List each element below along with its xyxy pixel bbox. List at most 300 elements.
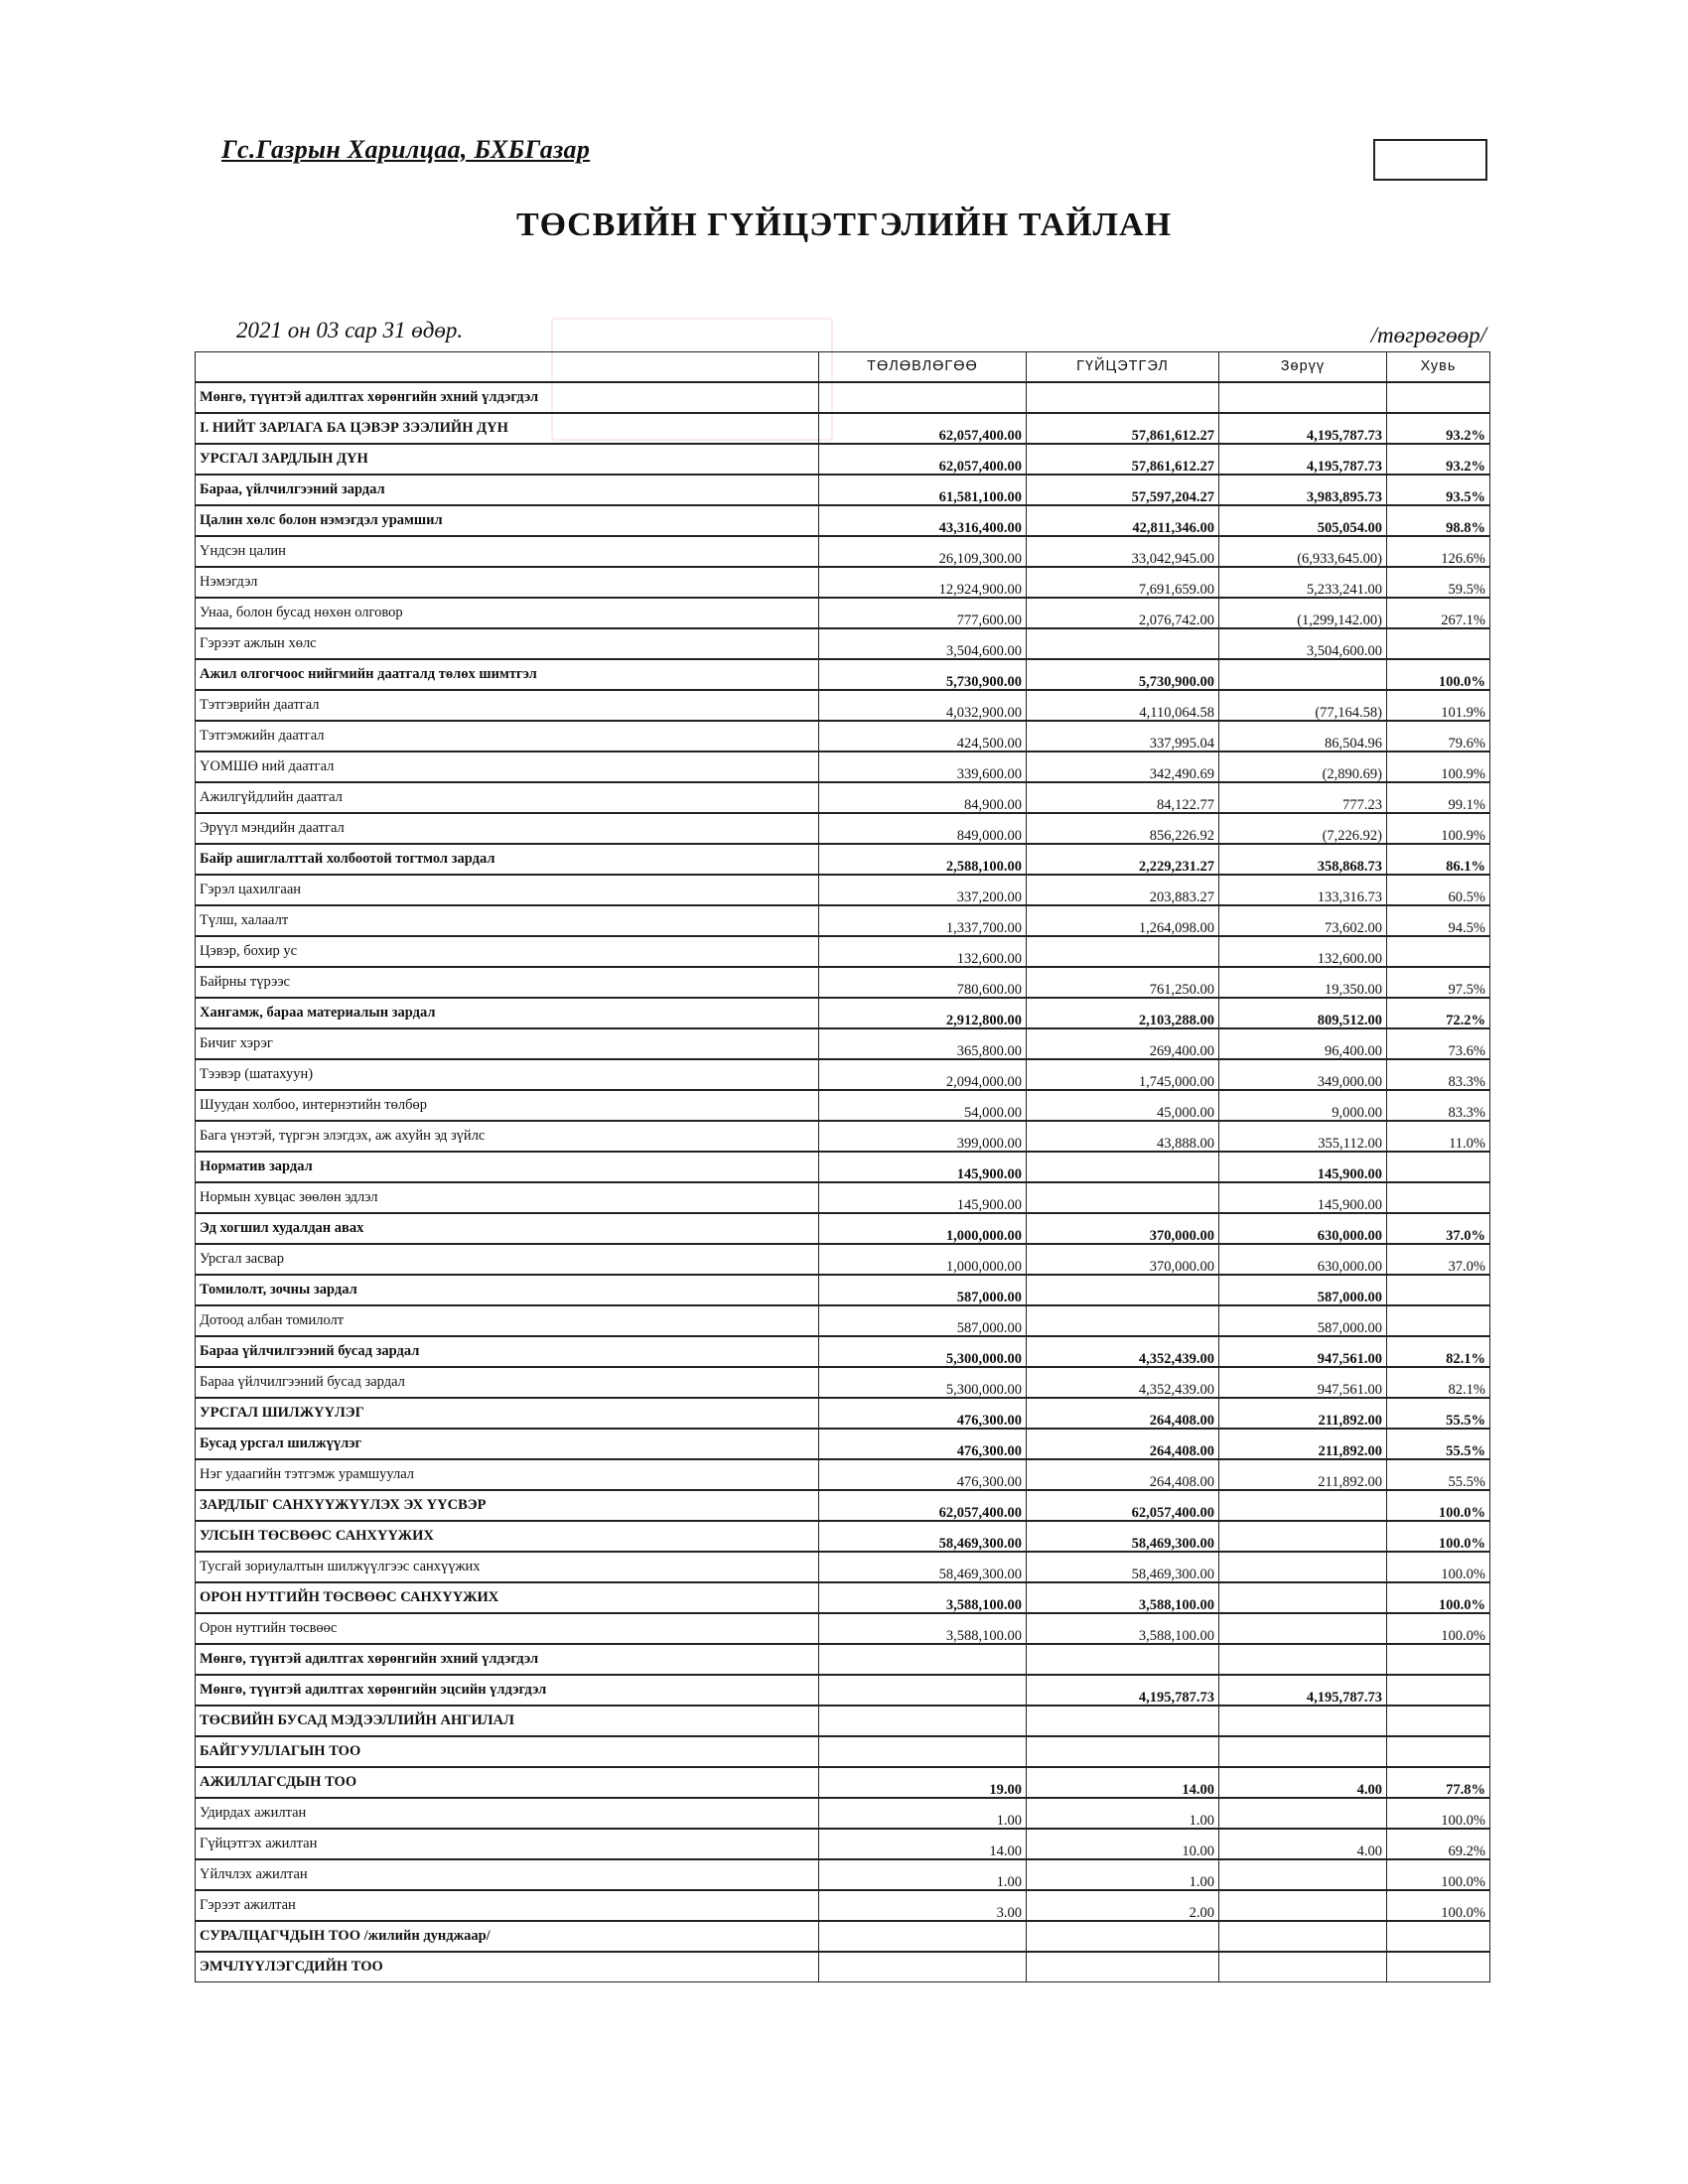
row-actual: 33,042,945.00 xyxy=(1027,536,1219,567)
row-difference xyxy=(1219,382,1387,413)
row-percent xyxy=(1387,1182,1490,1213)
header-actual: ГҮЙЦЭТГЭЛ xyxy=(1027,352,1219,383)
table-row xyxy=(196,782,1490,813)
row-plan: 145,900.00 xyxy=(819,1182,1027,1213)
row-percent: 100.0% xyxy=(1387,659,1490,690)
table-row xyxy=(196,1182,1490,1213)
row-difference: 86,504.96 xyxy=(1219,721,1387,751)
table-row xyxy=(196,998,1490,1028)
row-actual xyxy=(1027,1921,1219,1952)
table-row xyxy=(196,1090,1490,1121)
row-plan: 587,000.00 xyxy=(819,1275,1027,1305)
row-label: Норматив зардал xyxy=(196,1152,819,1182)
row-label: ЭМЧЛҮҮЛЭГСДИЙН ТОО xyxy=(196,1952,819,1982)
row-actual: 269,400.00 xyxy=(1027,1028,1219,1059)
row-difference: 947,561.00 xyxy=(1219,1336,1387,1367)
table-row xyxy=(196,1336,1490,1367)
row-label: Тэтгэврийн даатгал xyxy=(196,690,819,721)
row-label: Шуудан холбоо, интернэтийн төлбөр xyxy=(196,1090,819,1121)
row-label: ОРОН НУТГИЙН ТӨСВӨӨС САНХҮҮЖИХ xyxy=(196,1582,819,1613)
row-percent xyxy=(1387,1952,1490,1982)
row-plan: 1.00 xyxy=(819,1798,1027,1829)
row-actual: 1.00 xyxy=(1027,1798,1219,1829)
row-actual: 761,250.00 xyxy=(1027,967,1219,998)
row-difference xyxy=(1219,1706,1387,1736)
row-label: Бараа үйлчилгээний бусад зардал xyxy=(196,1367,819,1398)
row-plan xyxy=(819,1644,1027,1675)
report-date: 2021 он 03 сар 31 өдөр. xyxy=(236,318,464,342)
row-difference: 3,983,895.73 xyxy=(1219,475,1387,505)
row-difference: 145,900.00 xyxy=(1219,1182,1387,1213)
table-row xyxy=(196,1028,1490,1059)
row-actual: 58,469,300.00 xyxy=(1027,1521,1219,1552)
row-difference: 133,316.73 xyxy=(1219,875,1387,905)
organization-name: Гс.Газрын Харилцаа, БХБГазар xyxy=(221,135,591,164)
row-actual: 4,110,064.58 xyxy=(1027,690,1219,721)
row-difference: 630,000.00 xyxy=(1219,1244,1387,1275)
row-difference: (1,299,142.00) xyxy=(1219,598,1387,628)
table-row xyxy=(196,1613,1490,1644)
row-percent: 98.8% xyxy=(1387,505,1490,536)
table-row xyxy=(196,936,1490,967)
row-actual: 856,226.92 xyxy=(1027,813,1219,844)
table-row xyxy=(196,721,1490,751)
table-row xyxy=(196,1798,1490,1829)
report-title: ТӨСВИЙН ГҮЙЦЭТГЭЛИЙН ТАЙЛАН xyxy=(515,206,1173,243)
header-percent: Хувь xyxy=(1387,352,1490,383)
row-label: ТӨСВИЙН БУСАД МЭДЭЭЛЛИЙН АНГИЛАЛ xyxy=(196,1706,819,1736)
row-actual: 84,122.77 xyxy=(1027,782,1219,813)
table-row xyxy=(196,844,1490,875)
row-percent: 93.5% xyxy=(1387,475,1490,505)
row-label: Ажилгүйдлийн даатгал xyxy=(196,782,819,813)
row-difference xyxy=(1219,1736,1387,1767)
table-row xyxy=(196,1706,1490,1736)
table-row xyxy=(196,1736,1490,1767)
row-actual: 45,000.00 xyxy=(1027,1090,1219,1121)
row-actual: 7,691,659.00 xyxy=(1027,567,1219,598)
row-plan: 849,000.00 xyxy=(819,813,1027,844)
row-actual xyxy=(1027,382,1219,413)
row-plan: 424,500.00 xyxy=(819,721,1027,751)
row-difference: 5,233,241.00 xyxy=(1219,567,1387,598)
row-plan: 58,469,300.00 xyxy=(819,1521,1027,1552)
row-percent: 94.5% xyxy=(1387,905,1490,936)
row-difference: 145,900.00 xyxy=(1219,1152,1387,1182)
row-label: Ажил олгогчоос нийгмийн даатгалд төлөх шимтгэл xyxy=(196,659,819,690)
row-actual xyxy=(1027,1152,1219,1182)
row-difference: 211,892.00 xyxy=(1219,1429,1387,1459)
row-plan: 43,316,400.00 xyxy=(819,505,1027,536)
table-row xyxy=(196,1398,1490,1429)
row-percent: 97.5% xyxy=(1387,967,1490,998)
row-actual xyxy=(1027,1706,1219,1736)
table-row xyxy=(196,1582,1490,1613)
row-difference: 809,512.00 xyxy=(1219,998,1387,1028)
code-box xyxy=(1373,139,1487,181)
row-percent: 100.0% xyxy=(1387,1613,1490,1644)
row-actual: 2.00 xyxy=(1027,1890,1219,1921)
row-difference xyxy=(1219,1952,1387,1982)
row-plan: 777,600.00 xyxy=(819,598,1027,628)
header-difference: Зөрүү xyxy=(1219,352,1387,383)
row-difference: 587,000.00 xyxy=(1219,1305,1387,1336)
row-percent: 73.6% xyxy=(1387,1028,1490,1059)
row-plan: 3,504,600.00 xyxy=(819,628,1027,659)
table-row xyxy=(196,1829,1490,1859)
row-plan: 58,469,300.00 xyxy=(819,1552,1027,1582)
row-plan: 132,600.00 xyxy=(819,936,1027,967)
row-percent: 11.0% xyxy=(1387,1121,1490,1152)
row-plan xyxy=(819,1952,1027,1982)
row-difference xyxy=(1219,1552,1387,1582)
row-difference: 73,602.00 xyxy=(1219,905,1387,936)
row-label: Нэмэгдэл xyxy=(196,567,819,598)
row-actual: 370,000.00 xyxy=(1027,1213,1219,1244)
row-label: Томилолт, зочны зардал xyxy=(196,1275,819,1305)
row-label: Бараа, үйлчилгээний зардал xyxy=(196,475,819,505)
row-percent: 100.0% xyxy=(1387,1490,1490,1521)
table-row xyxy=(196,628,1490,659)
row-label: БАЙГУУЛЛАГЫН ТОО xyxy=(196,1736,819,1767)
row-plan: 26,109,300.00 xyxy=(819,536,1027,567)
row-actual: 3,588,100.00 xyxy=(1027,1613,1219,1644)
table-row xyxy=(196,382,1490,413)
row-label: Гэрэл цахилгаан xyxy=(196,875,819,905)
row-percent xyxy=(1387,1152,1490,1182)
row-label: Гэрээт ажлын хөлс xyxy=(196,628,819,659)
row-percent: 101.9% xyxy=(1387,690,1490,721)
row-percent xyxy=(1387,1275,1490,1305)
row-actual: 264,408.00 xyxy=(1027,1429,1219,1459)
row-percent: 72.2% xyxy=(1387,998,1490,1028)
row-actual: 57,597,204.27 xyxy=(1027,475,1219,505)
table-row xyxy=(196,1459,1490,1490)
row-label: Тээвэр (шатахуун) xyxy=(196,1059,819,1090)
row-plan: 84,900.00 xyxy=(819,782,1027,813)
row-actual: 5,730,900.00 xyxy=(1027,659,1219,690)
row-actual: 1.00 xyxy=(1027,1859,1219,1890)
row-label: Байр ашиглалттай холбоотой тогтмол зардал xyxy=(196,844,819,875)
table-row xyxy=(196,690,1490,721)
row-label: СУРАЛЦАГЧДЫН ТОО /жилийн дунджаар/ xyxy=(196,1921,819,1952)
row-percent: 82.1% xyxy=(1387,1367,1490,1398)
row-percent: 55.5% xyxy=(1387,1429,1490,1459)
row-difference: 3,504,600.00 xyxy=(1219,628,1387,659)
table-row xyxy=(196,1952,1490,1982)
row-plan: 337,200.00 xyxy=(819,875,1027,905)
row-plan: 5,300,000.00 xyxy=(819,1336,1027,1367)
row-difference: 358,868.73 xyxy=(1219,844,1387,875)
row-plan: 365,800.00 xyxy=(819,1028,1027,1059)
row-actual xyxy=(1027,628,1219,659)
row-percent xyxy=(1387,1736,1490,1767)
row-label: Цалин хөлс болон нэмэгдэл урамшил xyxy=(196,505,819,536)
row-plan: 14.00 xyxy=(819,1829,1027,1859)
table-row xyxy=(196,1367,1490,1398)
row-label: Орон нутгийн төсвөөс xyxy=(196,1613,819,1644)
row-percent xyxy=(1387,936,1490,967)
row-label: ЗАРДЛЫГ САНХҮҮЖҮҮЛЭХ ЭХ ҮҮСВЭР xyxy=(196,1490,819,1521)
row-plan: 3,588,100.00 xyxy=(819,1613,1027,1644)
row-percent: 100.0% xyxy=(1387,1582,1490,1613)
row-difference: 4,195,787.73 xyxy=(1219,413,1387,444)
row-difference: 587,000.00 xyxy=(1219,1275,1387,1305)
table-row xyxy=(196,475,1490,505)
row-difference: 9,000.00 xyxy=(1219,1090,1387,1121)
row-plan: 780,600.00 xyxy=(819,967,1027,998)
row-difference: 4.00 xyxy=(1219,1767,1387,1798)
row-percent xyxy=(1387,1706,1490,1736)
table-row xyxy=(196,1275,1490,1305)
row-plan: 5,730,900.00 xyxy=(819,659,1027,690)
row-percent: 83.3% xyxy=(1387,1059,1490,1090)
row-plan: 62,057,400.00 xyxy=(819,413,1027,444)
table-row xyxy=(196,1059,1490,1090)
row-percent: 93.2% xyxy=(1387,413,1490,444)
row-difference: 96,400.00 xyxy=(1219,1028,1387,1059)
table-row xyxy=(196,967,1490,998)
row-difference: 947,561.00 xyxy=(1219,1367,1387,1398)
row-percent: 59.5% xyxy=(1387,567,1490,598)
row-label: Нэг удаагийн тэтгэмж урамшуулал xyxy=(196,1459,819,1490)
row-difference: 355,112.00 xyxy=(1219,1121,1387,1152)
table-row xyxy=(196,751,1490,782)
row-label: Тусгай зориулалтын шилжүүлгээс санхүүжих xyxy=(196,1552,819,1582)
row-label: Гэрээт ажилтан xyxy=(196,1890,819,1921)
row-actual: 42,811,346.00 xyxy=(1027,505,1219,536)
row-percent: 100.0% xyxy=(1387,1859,1490,1890)
row-percent xyxy=(1387,1921,1490,1952)
table-row xyxy=(196,1213,1490,1244)
budget-table xyxy=(195,351,1490,1982)
row-actual: 1,745,000.00 xyxy=(1027,1059,1219,1090)
row-label: Эрүүл мэндийн даатгал xyxy=(196,813,819,844)
row-difference xyxy=(1219,1490,1387,1521)
table-row xyxy=(196,1767,1490,1798)
table-row xyxy=(196,413,1490,444)
row-percent: 82.1% xyxy=(1387,1336,1490,1367)
row-percent xyxy=(1387,628,1490,659)
row-difference: (6,933,645.00) xyxy=(1219,536,1387,567)
row-actual: 2,103,288.00 xyxy=(1027,998,1219,1028)
row-label: Бараа үйлчилгээний бусад зардал xyxy=(196,1336,819,1367)
row-difference: (2,890.69) xyxy=(1219,751,1387,782)
table-row xyxy=(196,1675,1490,1706)
row-label: Гүйцэтгэх ажилтан xyxy=(196,1829,819,1859)
row-actual: 4,352,439.00 xyxy=(1027,1336,1219,1367)
row-percent: 100.0% xyxy=(1387,1890,1490,1921)
row-percent: 55.5% xyxy=(1387,1459,1490,1490)
row-actual: 337,995.04 xyxy=(1027,721,1219,751)
table-row xyxy=(196,1305,1490,1336)
row-difference: 777.23 xyxy=(1219,782,1387,813)
row-actual xyxy=(1027,936,1219,967)
row-label: Байрны түрээс xyxy=(196,967,819,998)
table-header-row xyxy=(196,352,1490,383)
row-difference xyxy=(1219,1798,1387,1829)
row-plan: 1,000,000.00 xyxy=(819,1244,1027,1275)
row-actual: 203,883.27 xyxy=(1027,875,1219,905)
table-row xyxy=(196,1490,1490,1521)
row-label: Бусад урсгал шилжүүлэг xyxy=(196,1429,819,1459)
row-plan: 3,588,100.00 xyxy=(819,1582,1027,1613)
row-percent: 55.5% xyxy=(1387,1398,1490,1429)
row-actual: 2,076,742.00 xyxy=(1027,598,1219,628)
row-label: Мөнгө, түүнтэй адилтгах хөрөнгийн эхний үлдэгдэл xyxy=(196,1644,819,1675)
table-row xyxy=(196,505,1490,536)
table-row xyxy=(196,659,1490,690)
row-difference: 211,892.00 xyxy=(1219,1398,1387,1429)
row-label: Үйлчлэх ажилтан xyxy=(196,1859,819,1890)
row-label: Удирдах ажилтан xyxy=(196,1798,819,1829)
row-percent: 100.0% xyxy=(1387,1552,1490,1582)
table-row xyxy=(196,813,1490,844)
row-difference: 132,600.00 xyxy=(1219,936,1387,967)
table-row xyxy=(196,1244,1490,1275)
row-difference: (77,164.58) xyxy=(1219,690,1387,721)
row-plan xyxy=(819,1921,1027,1952)
row-actual: 370,000.00 xyxy=(1027,1244,1219,1275)
row-percent: 77.8% xyxy=(1387,1767,1490,1798)
table-row xyxy=(196,905,1490,936)
table-row xyxy=(196,444,1490,475)
table-row xyxy=(196,1644,1490,1675)
row-plan: 4,032,900.00 xyxy=(819,690,1027,721)
row-label: УРСГАЛ ШИЛЖҮҮЛЭГ xyxy=(196,1398,819,1429)
row-plan: 476,300.00 xyxy=(819,1398,1027,1429)
row-percent xyxy=(1387,382,1490,413)
row-actual: 3,588,100.00 xyxy=(1027,1582,1219,1613)
row-percent: 100.9% xyxy=(1387,813,1490,844)
row-difference xyxy=(1219,1890,1387,1921)
row-plan xyxy=(819,1675,1027,1706)
table-row xyxy=(196,1890,1490,1921)
row-plan: 145,900.00 xyxy=(819,1152,1027,1182)
row-actual xyxy=(1027,1952,1219,1982)
row-percent: 100.0% xyxy=(1387,1798,1490,1829)
row-label: АЖИЛЛАГСДЫН ТОО xyxy=(196,1767,819,1798)
table-row xyxy=(196,1921,1490,1952)
row-difference: 505,054.00 xyxy=(1219,505,1387,536)
row-plan xyxy=(819,1736,1027,1767)
row-percent: 83.3% xyxy=(1387,1090,1490,1121)
row-difference xyxy=(1219,1921,1387,1952)
row-plan: 399,000.00 xyxy=(819,1121,1027,1152)
row-plan xyxy=(819,1706,1027,1736)
row-difference: 4.00 xyxy=(1219,1829,1387,1859)
table-row xyxy=(196,1859,1490,1890)
currency-unit: /төгрөгөөр/ xyxy=(1370,323,1486,347)
row-actual: 57,861,612.27 xyxy=(1027,413,1219,444)
row-percent: 100.0% xyxy=(1387,1521,1490,1552)
row-plan: 339,600.00 xyxy=(819,751,1027,782)
row-difference: 630,000.00 xyxy=(1219,1213,1387,1244)
row-actual: 342,490.69 xyxy=(1027,751,1219,782)
row-label: Тэтгэмжийн даатгал xyxy=(196,721,819,751)
row-percent xyxy=(1387,1675,1490,1706)
row-plan: 54,000.00 xyxy=(819,1090,1027,1121)
row-plan: 587,000.00 xyxy=(819,1305,1027,1336)
row-plan: 62,057,400.00 xyxy=(819,1490,1027,1521)
row-plan: 19.00 xyxy=(819,1767,1027,1798)
row-label: Түлш, халаалт xyxy=(196,905,819,936)
row-difference: 19,350.00 xyxy=(1219,967,1387,998)
row-plan: 1.00 xyxy=(819,1859,1027,1890)
row-actual: 1,264,098.00 xyxy=(1027,905,1219,936)
row-label: Урсгал засвар xyxy=(196,1244,819,1275)
row-plan: 2,094,000.00 xyxy=(819,1059,1027,1090)
row-plan: 5,300,000.00 xyxy=(819,1367,1027,1398)
row-plan: 12,924,900.00 xyxy=(819,567,1027,598)
row-percent: 60.5% xyxy=(1387,875,1490,905)
row-actual: 58,469,300.00 xyxy=(1027,1552,1219,1582)
row-percent: 86.1% xyxy=(1387,844,1490,875)
row-difference: (7,226.92) xyxy=(1219,813,1387,844)
row-label: ҮОМШӨ ний даатгал xyxy=(196,751,819,782)
row-percent: 267.1% xyxy=(1387,598,1490,628)
row-plan xyxy=(819,382,1027,413)
row-percent: 69.2% xyxy=(1387,1829,1490,1859)
table-row xyxy=(196,598,1490,628)
row-label: Бичиг хэрэг xyxy=(196,1028,819,1059)
row-actual: 264,408.00 xyxy=(1027,1459,1219,1490)
row-actual: 4,352,439.00 xyxy=(1027,1367,1219,1398)
header-label-cell xyxy=(196,352,819,383)
row-label: Унаа, болон бусад нөхөн олговор xyxy=(196,598,819,628)
row-label: УРСГАЛ ЗАРДЛЫН ДҮН xyxy=(196,444,819,475)
table-row xyxy=(196,1521,1490,1552)
row-percent: 37.0% xyxy=(1387,1213,1490,1244)
row-percent xyxy=(1387,1644,1490,1675)
row-label: Дотоод албан томилолт xyxy=(196,1305,819,1336)
row-actual: 62,057,400.00 xyxy=(1027,1490,1219,1521)
table-row xyxy=(196,567,1490,598)
row-difference: 349,000.00 xyxy=(1219,1059,1387,1090)
row-label: Бага үнэтэй, түргэн элэгдэх, аж ахуйн эд зүйлс xyxy=(196,1121,819,1152)
row-label: Эд хогшил худалдан авах xyxy=(196,1213,819,1244)
row-percent: 99.1% xyxy=(1387,782,1490,813)
row-label: Үндсэн цалин xyxy=(196,536,819,567)
row-label: I. НИЙТ ЗАРЛАГА БА ЦЭВЭР ЗЭЭЛИЙН ДҮН xyxy=(196,413,819,444)
row-plan: 3.00 xyxy=(819,1890,1027,1921)
row-difference xyxy=(1219,1644,1387,1675)
row-plan: 476,300.00 xyxy=(819,1459,1027,1490)
row-label: УЛСЫН ТӨСВӨӨС САНХҮҮЖИХ xyxy=(196,1521,819,1552)
row-actual: 14.00 xyxy=(1027,1767,1219,1798)
row-percent xyxy=(1387,1305,1490,1336)
row-label: Мөнгө, түүнтэй адилтгах хөрөнгийн эхний үлдэгдэл xyxy=(196,382,819,413)
row-difference xyxy=(1219,1613,1387,1644)
budget-sheet xyxy=(195,351,1490,1982)
row-difference xyxy=(1219,1582,1387,1613)
row-percent: 93.2% xyxy=(1387,444,1490,475)
table-row xyxy=(196,1121,1490,1152)
row-difference xyxy=(1219,1521,1387,1552)
table-row xyxy=(196,1429,1490,1459)
row-plan: 61,581,100.00 xyxy=(819,475,1027,505)
row-actual xyxy=(1027,1736,1219,1767)
row-difference: 4,195,787.73 xyxy=(1219,444,1387,475)
row-plan: 2,912,800.00 xyxy=(819,998,1027,1028)
row-label: Хангамж, бараа материалын зардал xyxy=(196,998,819,1028)
row-label: Нормын хувцас зөөлөн эдлэл xyxy=(196,1182,819,1213)
row-difference xyxy=(1219,1859,1387,1890)
table-row xyxy=(196,536,1490,567)
row-difference: 211,892.00 xyxy=(1219,1459,1387,1490)
row-label: Цэвэр, бохир ус xyxy=(196,936,819,967)
row-plan: 2,588,100.00 xyxy=(819,844,1027,875)
